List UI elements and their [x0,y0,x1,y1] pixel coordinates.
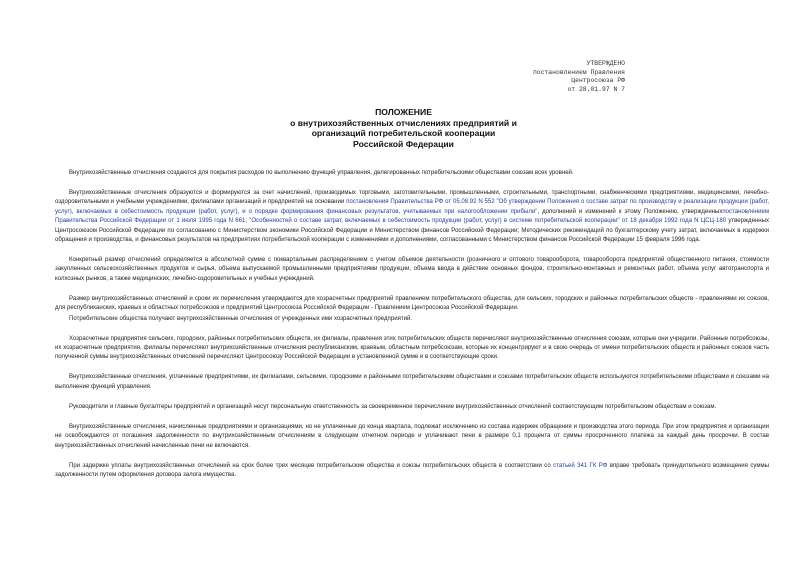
approval-stamp [505,60,625,94]
paragraph-text: При задержке уплаты внутрихозяйственных отчислений на срок более трех месяцев потребительские общества и союзы потребительских обществ в соответствии со [69,462,554,469]
title-line: о внутрихозяйственных отчислениях предприятий и [290,117,517,128]
approval-line: постановлением Правления [532,68,625,76]
paragraph: Потребительские общества получают внутрихозяйственные отчисления от учрежденных ими хозрасчетных предприятий. [69,315,413,322]
paragraph-text: ; [245,218,250,225]
link-cost-features-document[interactable]: "Особенностей о составе затрат, включаемых в себестоимость продукции (работ, услуг) в системе потребительской кооперации" от 18 декабря 1992 года N ЦСЦ-180 [249,218,727,225]
paragraph: Конкретный размер отчислений определяется в абсолютной сумме с поквартальным распределением с учетом объемов деятельности (розничного и оптового товарооборота, товарооборота предприятий общественного питания, стоимости закупленных сельскохозяйственных продуктов и сырья, объема выпускаемой промышленными предприятиями продукции, объема ввода в действие основных фондов, строительно-монтажных и ремонтных работ, объема услуг автотранспорта и колхозных рынков, а также медицинских, лечебно-оздоровительных и учебных учреждений. [55,257,769,282]
paragraph: Внутрихозяйственные отчисления, уплаченные предприятиями, их филиалами, сельскими, городскими и районными потребительскими обществами и союзами потребительских обществ используются потребительскими обществами и союзами на выполнение функций управления. [55,374,769,390]
link-government-decree-552[interactable]: постановления Правительства РФ от 05.08.92 N 552 "Об утверждении Положения о составе затрат по производству и реализации продукции (работ, услуг), включаемых в себестоимость продукции (работ, услуг), и о порядке формирования финансовых результатов, учитываемых при налогообложении прибыли" [55,199,769,215]
approval-line: от 28.01.97 N 7 [567,85,625,93]
paragraph-text: вправе требовать принудительного возмещения суммы задолженности путем оформления договора залога имущества. [55,462,769,479]
approval-line: Центросоюза РФ [571,77,625,85]
title-line: организаций потребительской кооперации [311,128,496,139]
paragraph: Руководители и главные бухгалтеры предприятий и организаций несут персональную ответственность за своевременное перечисление внутрихозяйственных отчислений соответствующим потребительским обществам и союзам. [69,403,717,410]
title-line: ПОЛОЖЕНИЕ [375,107,432,117]
paragraph [55,189,769,245]
paragraph-text: утвержденных Центросоюзом Российской Федерации по согласованию с Министерством экономики Российской Федерации и Министерством финансов Российской Федерации; Методических рекомендаций по бухгалтерскому учету затрат, включаемых в издержки обращения и производства, и финансовых результатов на предприятиях потребительской кооперации с изменениями и дополнениями, согласованными с Министерством финансов Российской Федерации 15 февраля 1996 года. [55,218,769,244]
link-government-decree-661[interactable]: постановлением Правительства Российской Федерации от 1 июля 1995 года N 661 [55,208,770,225]
paragraph-text: , дополнений и изменений к этому Положению, утвержденных [537,208,723,215]
document-title [0,107,807,149]
paragraph: Внутрихозяйственные отчисления создаются для покрытия расходов по выполнению функций управления, делегированных потребительскими обществами союзам всех уровней. [69,170,574,176]
approval-line: УТВЕРЖДЕНО [586,60,625,67]
paragraph-text: Внутрихозяйственные отчисления образуются и формируются за счет начислений, производимых торговыми, заготовительными, промышленными, строительными, транспортными, снабженческими предприятиями, медицинскими, лечебно-оздоровительными и учебными учреждениями, филиалами организаций и предприятий на основании [55,190,769,206]
title-line: Российской Федерации [353,138,454,149]
document-body [55,169,769,491]
paragraph [55,462,769,481]
link-civil-code-article-341[interactable]: статьей 341 ГК РФ [553,462,608,469]
paragraph: Хозрасчетные предприятия сельских, городских, районных потребительских обществ, их филиалы, правления этих потребительских обществ перечисляют внутрихозяйственные отчисления союзам, которые они учредили. Районные потребсоюзы, их хозрасчетные предприятия, филиалы перечисляют внутрихозяйственные отчисления республиканским, краевым, областным потребсоюзам, которые их концентрируют и в свою очередь от имени потребительских обществ и районных союзов часть полученной суммы внутрихозяйственных отчислений перечисляют Центросоюзу Российской Федерации в установленной сумме и в соответствующие сроки. [55,335,769,361]
paragraph: Внутрихозяйственные отчисления, начисленные предприятиями и организациями, но не уплаченные до конца квартала, подлежат исключению из состава издержек обращения и производства этого периода. При этом предприятия и организации не освобождаются от погашения задолженности по внутрихозяйственным отчислениям в следующем отчетном периоде и уплачивают пени в размере 0,1 процента от суммы просроченного платежа за каждый день просрочки. В состав внутрихозяйственных отчислений начисленные пени не включаются. [55,423,769,449]
paragraph: Размер внутрихозяйственных отчислений и сроки их перечисления утверждаются для хозрасчетных предприятий правлением потребительского общества, для сельских, городских и районных потребительских обществ - правлениями их союзов, для республиканских, краевых и областных потребсоюзов и предприятий Центросоюза Российской Федерации - Правлением Центросоюза Российской Федерации. [55,295,769,312]
